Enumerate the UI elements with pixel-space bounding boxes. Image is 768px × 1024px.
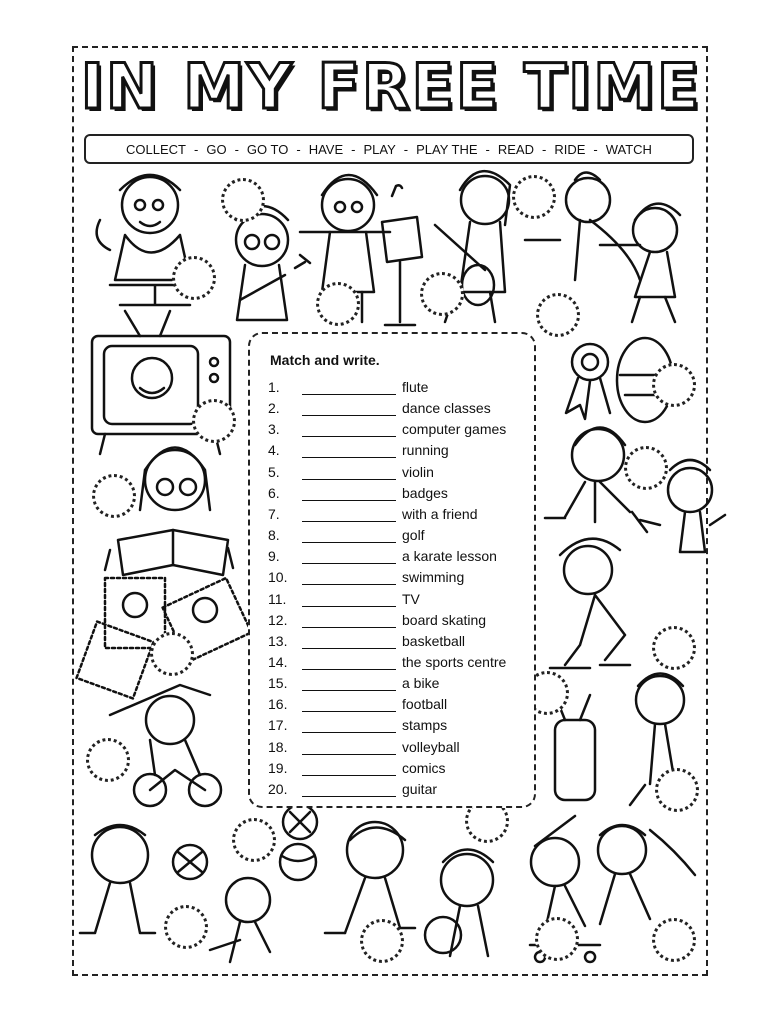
- exercise-item: [268, 544, 497, 564]
- exercise-answer-blank[interactable]: [302, 676, 396, 691]
- exercise-item-word: swimming: [402, 569, 465, 586]
- answer-circle[interactable]: [652, 626, 696, 670]
- exercise-item-number: 13.: [268, 632, 288, 649]
- answer-circle[interactable]: [164, 905, 208, 949]
- exercise-item-word: basketball: [402, 632, 466, 649]
- exercise-answer-blank[interactable]: [302, 740, 396, 755]
- exercise-answer-blank[interactable]: [302, 782, 396, 797]
- worksheet-title: IN MY FREE TIME: [80, 49, 702, 123]
- exercise-item: [268, 650, 506, 670]
- exercise-item: [268, 417, 506, 437]
- answer-circle[interactable]: [420, 272, 464, 316]
- exercise-item-word: comics: [402, 759, 446, 776]
- word-bank-separator: -: [485, 141, 490, 157]
- exercise-item: [268, 608, 486, 628]
- exercise-item-number: 2.: [268, 400, 280, 417]
- exercise-answer-blank[interactable]: [302, 528, 396, 543]
- exercise-item: [268, 735, 460, 755]
- exercise-item: [268, 523, 425, 543]
- exercise-answer-blank[interactable]: [302, 592, 396, 607]
- exercise-instruction: Match and write.: [270, 352, 380, 368]
- exercise-item: [268, 587, 420, 607]
- exercise-item: [268, 565, 464, 585]
- word-bank-separator: -: [194, 141, 199, 157]
- exercise-answer-blank[interactable]: [302, 718, 396, 733]
- word-bank-item: HAVE: [308, 141, 344, 157]
- exercise-item-number: 4.: [268, 442, 280, 459]
- girl-playing-violin-illustration: [236, 206, 310, 320]
- exercise-item-number: 6.: [268, 484, 280, 501]
- exercise-item-word: volleyball: [402, 738, 460, 755]
- exercise-item: [268, 481, 448, 501]
- answer-circle[interactable]: [624, 446, 668, 490]
- word-bank-separator: -: [234, 141, 239, 157]
- answer-circle[interactable]: [232, 818, 276, 862]
- exercise-item: [268, 756, 446, 776]
- exercise-answer-blank[interactable]: [302, 465, 396, 480]
- exercise-answer-blank[interactable]: [302, 401, 396, 416]
- exercise-item-word: golf: [402, 527, 425, 544]
- answer-circle[interactable]: [652, 363, 696, 407]
- answer-circle[interactable]: [536, 293, 580, 337]
- exercise-item-word: with a friend: [402, 505, 478, 522]
- swimmers-illustration: [598, 825, 695, 924]
- exercise-answer-blank[interactable]: [302, 507, 396, 522]
- exercise-item: [268, 375, 428, 395]
- exercise-item: [268, 692, 447, 712]
- exercise-answer-blank[interactable]: [302, 655, 396, 670]
- word-bank-separator: -: [296, 141, 301, 157]
- word-bank-item: READ: [497, 141, 534, 157]
- exercise-item-number: 9.: [268, 548, 280, 565]
- exercise-item-word: badges: [402, 484, 448, 501]
- basketball-boy-illustration: [425, 850, 493, 957]
- exercise-item-word: a bike: [402, 675, 440, 692]
- exercise-answer-blank[interactable]: [302, 761, 396, 776]
- exercise-answer-blank[interactable]: [302, 697, 396, 712]
- exercise-item-number: 7.: [268, 505, 280, 522]
- word-bank-separator: -: [541, 141, 547, 157]
- word-bank-item: GO: [206, 141, 227, 157]
- exercise-item-word: football: [402, 696, 448, 713]
- exercise-item: [268, 629, 465, 649]
- exercise-item-number: 18.: [268, 738, 288, 755]
- exercise-item-word: computer games: [402, 421, 507, 438]
- exercise-item-number: 1.: [268, 379, 280, 395]
- skater-illustration: [550, 539, 630, 668]
- answer-circle[interactable]: [192, 399, 236, 443]
- exercise-item-word: flute: [402, 379, 429, 395]
- exercise-item-word: TV: [402, 590, 420, 607]
- word-bank-item: PLAY: [363, 141, 396, 157]
- exercise-item-number: 15.: [268, 675, 288, 692]
- answer-circle[interactable]: [221, 178, 265, 222]
- exercise-item-number: 12.: [268, 611, 288, 628]
- exercise-answer-blank[interactable]: [302, 422, 396, 437]
- answer-circle[interactable]: [92, 474, 136, 518]
- answer-circle[interactable]: [86, 738, 130, 782]
- answer-circle[interactable]: [360, 919, 404, 963]
- exercise-answer-blank[interactable]: [302, 634, 396, 649]
- exercise-item-number: 11.: [268, 590, 287, 607]
- exercise-item-word: violin: [402, 463, 434, 480]
- answer-circle[interactable]: [512, 175, 556, 219]
- exercise-item: [268, 396, 491, 416]
- exercise-item-number: 19.: [268, 759, 288, 776]
- exercise-item-word: dance classes: [402, 400, 491, 417]
- exercise-item-number: 10.: [268, 569, 288, 586]
- exercise-item-word: guitar: [402, 780, 438, 797]
- exercise-answer-blank[interactable]: [302, 549, 396, 564]
- answer-circle[interactable]: [316, 282, 360, 326]
- exercise-item-number: 14.: [268, 653, 288, 670]
- exercise-item-word: running: [402, 442, 449, 459]
- exercise-item: [268, 502, 477, 522]
- exercise-answer-blank[interactable]: [302, 380, 396, 395]
- answer-circle[interactable]: [535, 917, 579, 961]
- exercise-item: [268, 713, 447, 733]
- exercise-answer-blank[interactable]: [302, 443, 396, 458]
- answer-circle[interactable]: [150, 632, 194, 676]
- exercise-answer-blank[interactable]: [302, 613, 396, 628]
- exercise-item-number: 16.: [268, 696, 288, 713]
- word-bank-item: PLAY THE: [416, 141, 478, 157]
- exercise-item-number: 20.: [268, 780, 288, 797]
- answer-circle[interactable]: [172, 256, 216, 300]
- answer-circle[interactable]: [655, 768, 699, 812]
- word-bank-separator: -: [403, 141, 409, 157]
- exercise-item-word: stamps: [402, 717, 448, 734]
- word-bank-item: RIDE: [554, 141, 586, 157]
- exercise-item-number: 5.: [268, 463, 280, 480]
- exercise-item-number: 8.: [268, 527, 280, 544]
- exercise-answer-blank[interactable]: [302, 570, 396, 585]
- answer-circle[interactable]: [652, 918, 696, 962]
- exercise-item: [268, 777, 437, 797]
- exercise-item-number: 17.: [268, 717, 288, 734]
- word-bank-item: COLLECT: [126, 141, 186, 157]
- word-bank-item: WATCH: [605, 141, 652, 157]
- exercise-item-word: the sports centre: [402, 653, 507, 670]
- word-bank-separator: -: [593, 141, 598, 157]
- exercise-answer-blank[interactable]: [302, 486, 396, 501]
- exercise-item: [268, 671, 439, 691]
- exercise-item: [268, 460, 434, 480]
- exercise-item-word: a karate lesson: [402, 548, 497, 565]
- child-on-bike-illustration: [110, 685, 221, 806]
- word-bank-separator: -: [351, 141, 356, 157]
- exercise-item-number: 3.: [268, 421, 280, 438]
- word-bank-item: GO TO: [246, 141, 289, 157]
- exercise-item: [268, 438, 449, 458]
- exercise-item-word: board skating: [402, 611, 487, 628]
